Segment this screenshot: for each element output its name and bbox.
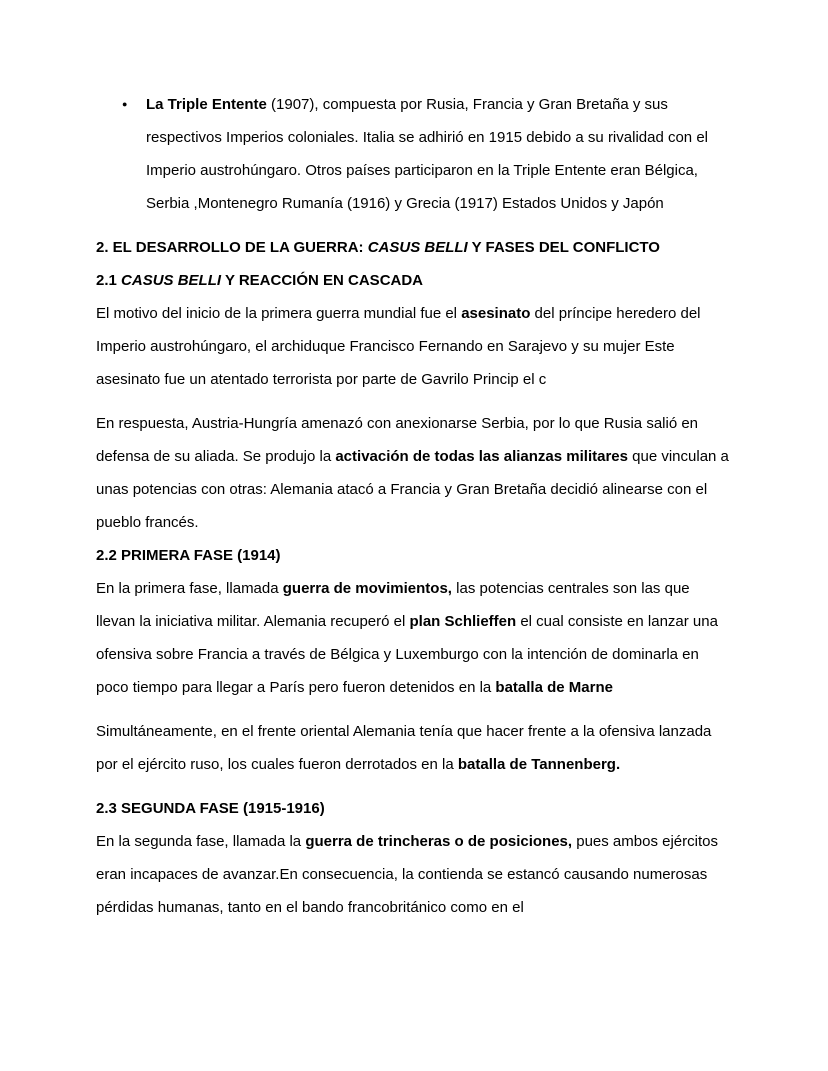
text-run: (1907), compuesta por Rusia, Francia y Gran Bretaña y sus respectivos Imperios coloniales. Italia se adhirió en 1915 debido a su rivalidad con el Imperio austrohúngaro. Otros países participaron en la Triple Entente eran Bélgica, Serbia ,Montenegro Rumanía (1916) y Grecia (1917) Estados Unidos y Japón [146,96,708,212]
text-run: La Triple Entente [146,96,267,113]
paragraph [96,572,730,704]
text-run: CASUS BELLI [367,239,468,256]
text-run: Y FASES DEL CONFLICTO [467,239,660,256]
list-item [96,88,730,220]
text-run: 2. EL DESARROLLO DE LA GUERRA: [96,239,368,256]
heading [96,792,730,825]
text-run: plan Schlieffen [409,613,517,630]
document-content [96,88,730,924]
text-run: 2.2 PRIMERA FASE (1914) [96,547,281,564]
text-run: Y REACCIÓN EN CASCADA [221,272,424,289]
text-run: asesinato [461,305,531,322]
text-run: CASUS BELLI [121,272,222,289]
text-run: batalla de Tannenberg. [457,756,621,773]
text-run: pues ambos ejércitos eran incapaces de avanzar.En consecuencia, la contienda se estancó causando numerosas pérdidas humanas, tanto en el bando francobritánico como en el [96,833,718,916]
text-run: En respuesta, Austria-Hungría amenazó con anexionarse Serbia, por lo que Rusia salió en defensa de su aliada. Se produjo la [96,415,699,465]
text-run: batalla de Marne [495,679,613,696]
text-run: que vinculan a unas potencias con otras: Alemania atacó a Francia y Gran Bretaña decidió alinearse con el pueblo francés. [96,448,729,531]
bullet-icon: ● [122,99,128,109]
heading [96,539,730,572]
text-run: las potencias centrales son las que llevan la iniciativa militar. Alemania recuperó el [96,580,690,630]
list-item-text [146,88,730,220]
paragraph [96,407,730,539]
paragraph [96,715,730,781]
text-run: 2.3 SEGUNDA FASE (1915-1916) [96,800,325,817]
text-run: En la primera fase, llamada [96,580,283,597]
heading [96,231,730,264]
paragraph [96,297,730,396]
paragraph [96,825,730,924]
text-run: activación de todas las alianzas militares [335,448,628,465]
text-run: el cual consiste en lanzar una ofensiva sobre Francia a través de Bélgica y Luxemburgo con la intención de dominarla en poco tiempo para llegar a París pero fueron detenidos en la [96,613,718,696]
text-run: del príncipe heredero del Imperio austrohúngaro, el archiduque Francisco Fernando en Sarajevo y su mujer Este asesinato fue un atentado terrorista por parte de Gavrilo Princip el c [96,305,701,388]
text-run: guerra de movimientos, [282,580,452,597]
heading [96,264,730,297]
text-run: 2.1 [96,272,122,289]
text-run: En la segunda fase, llamada la [96,833,306,850]
text-run: Simultáneamente, en el frente oriental Alemania tenía que hacer frente a la ofensiva lanzada por el ejército ruso, los cuales fueron derrotados en la [96,723,712,773]
text-run: El motivo del inicio de la primera guerra mundial fue el [96,305,462,322]
text-run: guerra de trincheras o de posiciones, [305,833,573,850]
